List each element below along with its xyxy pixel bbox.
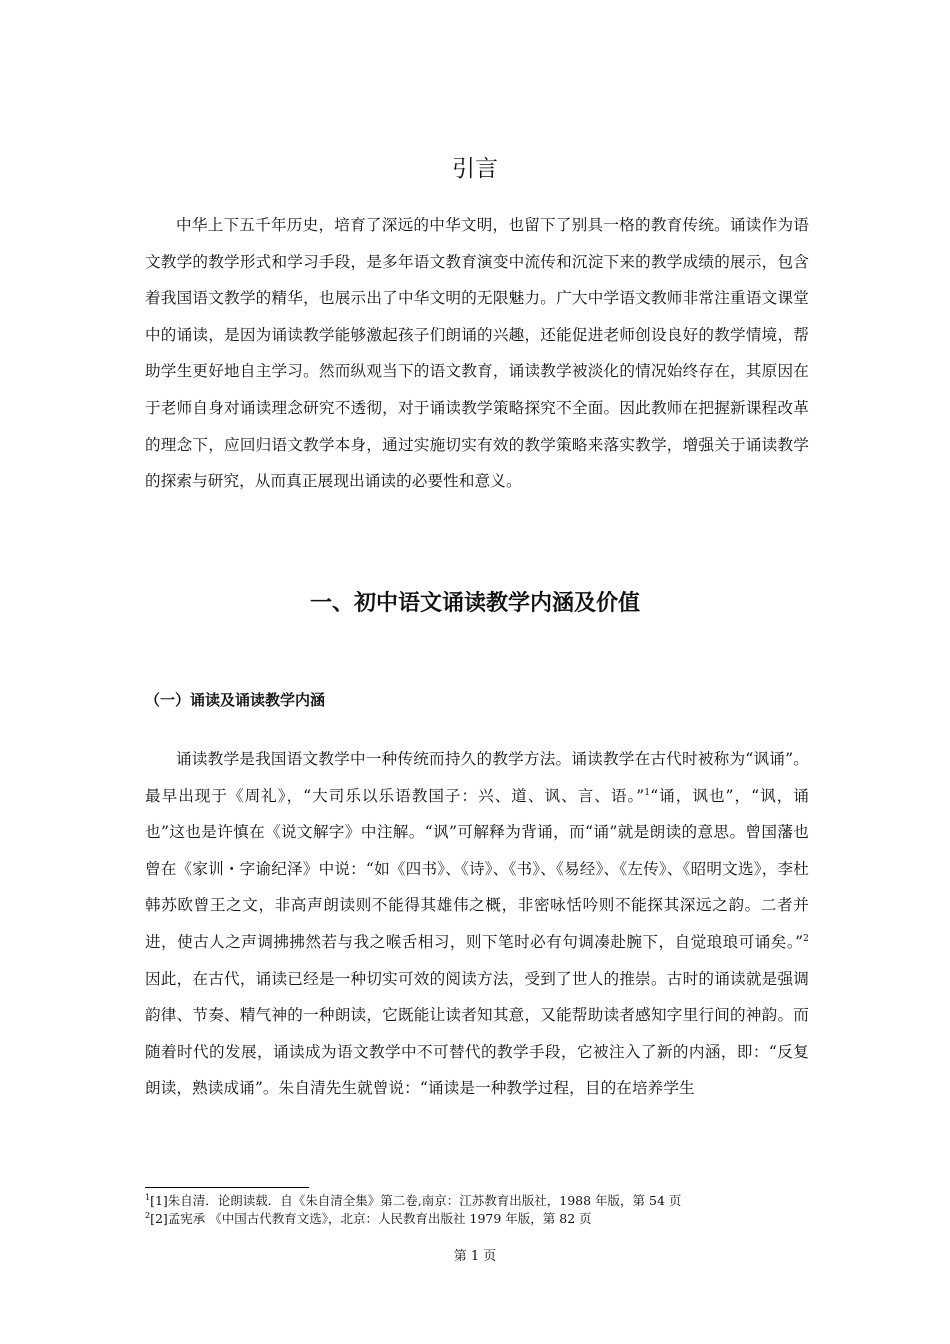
footnote-mark-1: 1 <box>145 1192 151 1202</box>
footnote-ref-2[interactable]: 2 <box>803 933 809 944</box>
footnote-ref-1[interactable]: 1 <box>644 787 651 798</box>
section-paragraph <box>145 741 809 1107</box>
paragraph-text-part3: 因此，在古代，诵读已经是一种切实可效的阅读方法，受到了世人的推崇。古时的诵读就是强调韵律、节奏、精气神的一种朗读，它既能让读者知其意，又能帮助读者感知字里行间的神韵。而随着时代的发展，诵读成为语文教学中不可替代的教学手段，它被注入了新的内涵，即：“反复朗读，熟读成诵”。朱自清先生就曾说：“诵读是一种教学过程，目的在培养学生 <box>145 969 809 1098</box>
page-number: 第 1 页 <box>453 1249 497 1264</box>
paragraph-text-part1: 诵读教学是我国语文教学中一种传统而持久的教学方法。诵读教学在古代时被称为“讽诵”。最早出现于《周礼》，“大司乐以乐语教国子：兴、道、讽、言、语。” <box>145 750 809 805</box>
paragraph-text-part2: “诵，讽也”，“讽，诵也”这也是许慎在《说文解字》中注解。“讽”可解释为背诵，而“诵”就是朗读的意思。曾国藩也曾在《家训・字谕纪泽》中说：“如《四书》、《诗》、《书》、《易经》、《左传》、《昭明文选》，李杜韩苏欧曾王之文，非高声朗读则不能得其雄伟之概，非密咏恬吟则不能探其深远之韵。二者并进，使古人之声调拂拂然若与我之喉舌相习，则下笔时必有句调凑赴腕下，自觉琅琅可诵矣。” <box>145 786 809 951</box>
section-heading: （一）诵读及诵读教学内涵 <box>145 691 326 709</box>
footnote-text-1: [1]朱自清．论朗读载．自《朱自清全集》第二卷,南京：江苏教育出版社，1988 年版，第 54 页 <box>150 1193 682 1208</box>
intro-title: 引言 <box>452 156 498 182</box>
footnote-1 <box>145 1192 845 1209</box>
footnote-text-2: [2]孟宪承 《中国古代教育文选》，北京：人民教育出版社 1979 年版，第 82 页 <box>150 1211 592 1226</box>
footnote-separator <box>145 1187 309 1188</box>
chapter-heading: 一、初中语文诵读教学内涵及价值 <box>309 591 640 616</box>
footnote-2 <box>145 1210 845 1227</box>
footnote-mark-2: 2 <box>145 1210 151 1220</box>
intro-paragraph: 中华上下五千年历史，培育了深远的中华文明，也留下了别具一格的教育传统。诵读作为语文教学的教学形式和学习手段，是多年语文教育演变中流传和沉淀下来的教学成绩的展示，包含着我国语文教学的精华，也展示出了中华文明的无限魅力。广大中学语文教师非常注重语文课堂中的诵读，是因为诵读教学能够激起孩子们朗诵的兴趣，还能促进老师创设良好的教学情境，帮助学生更好地自主学习。然而纵观当下的语文教育，诵读教学被淡化的情况始终存在，其原因在于老师自身对诵读理念研究不透彻，对于诵读教学策略探究不全面。因此教师在把握新课程改革的理念下，应回归语文教学本身，通过实施切实有效的教学策略来落实教学，增强关于诵读教学的探索与研究，从而真正展现出诵读的必要性和意义。 <box>145 216 809 491</box>
